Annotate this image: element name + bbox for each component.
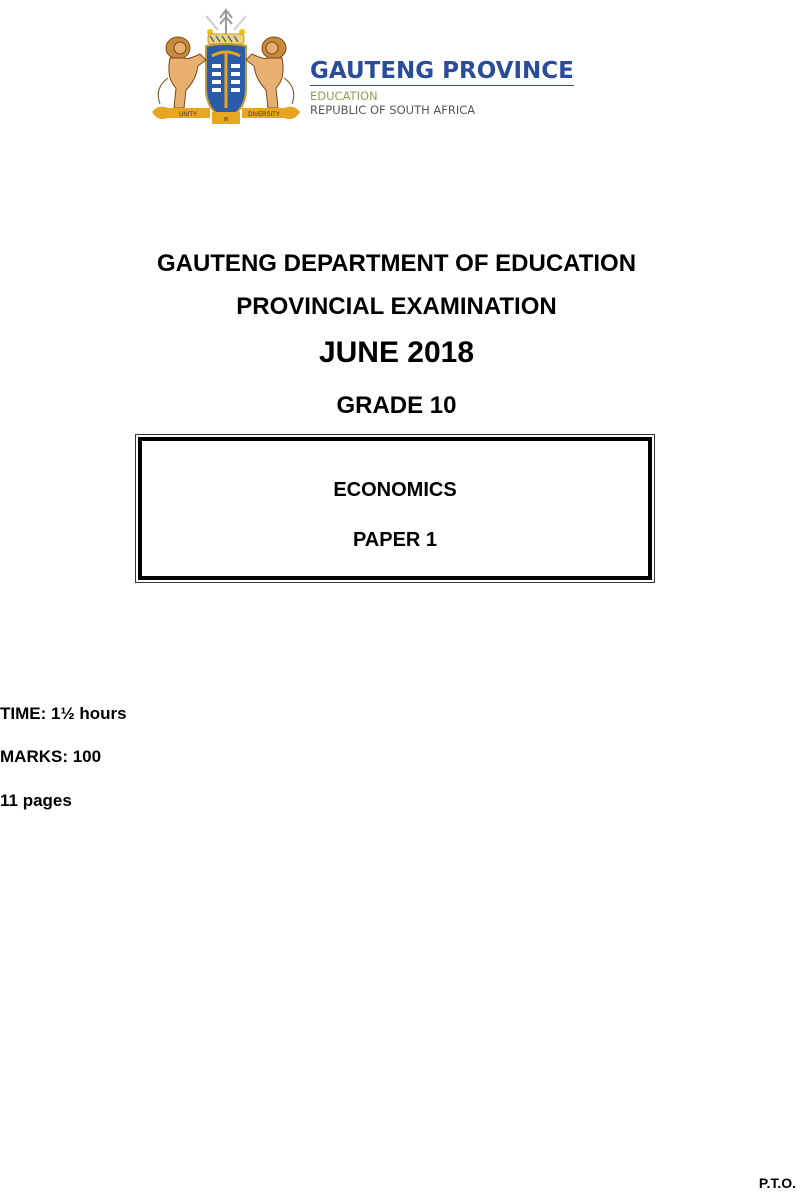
department-name: EDUCATION: [310, 89, 378, 103]
svg-text:IN: IN: [223, 117, 229, 123]
please-turn-over-note: P.T.O.: [758, 1175, 796, 1191]
gauteng-coat-of-arms-icon: [148, 8, 304, 128]
province-name: GAUTENG PROVINCE: [310, 58, 574, 84]
svg-text:DIVERSITY: DIVERSITY: [248, 112, 280, 118]
paper-number: PAPER 1: [352, 529, 438, 551]
exam-time: TIME: 1½ hours: [0, 704, 127, 723]
grade-heading: GRADE 10: [336, 392, 457, 419]
subject-box-inner-border: [138, 437, 652, 580]
exam-type-heading: PROVINCIAL EXAMINATION: [236, 293, 557, 320]
svg-text:UNITY: UNITY: [179, 112, 197, 118]
logo-wordmark: [310, 58, 574, 117]
exam-marks: MARKS: 100: [0, 747, 102, 766]
exam-date-heading: JUNE 2018: [318, 336, 475, 369]
coat-of-arms-logo: [148, 8, 304, 128]
subject-name: ECONOMICS: [333, 479, 457, 501]
department-heading: GAUTENG DEPARTMENT OF EDUCATION: [156, 250, 637, 277]
page-count: 11 pages: [0, 791, 72, 810]
country-name: REPUBLIC OF SOUTH AFRICA: [310, 103, 476, 117]
subject-box: [135, 434, 655, 583]
